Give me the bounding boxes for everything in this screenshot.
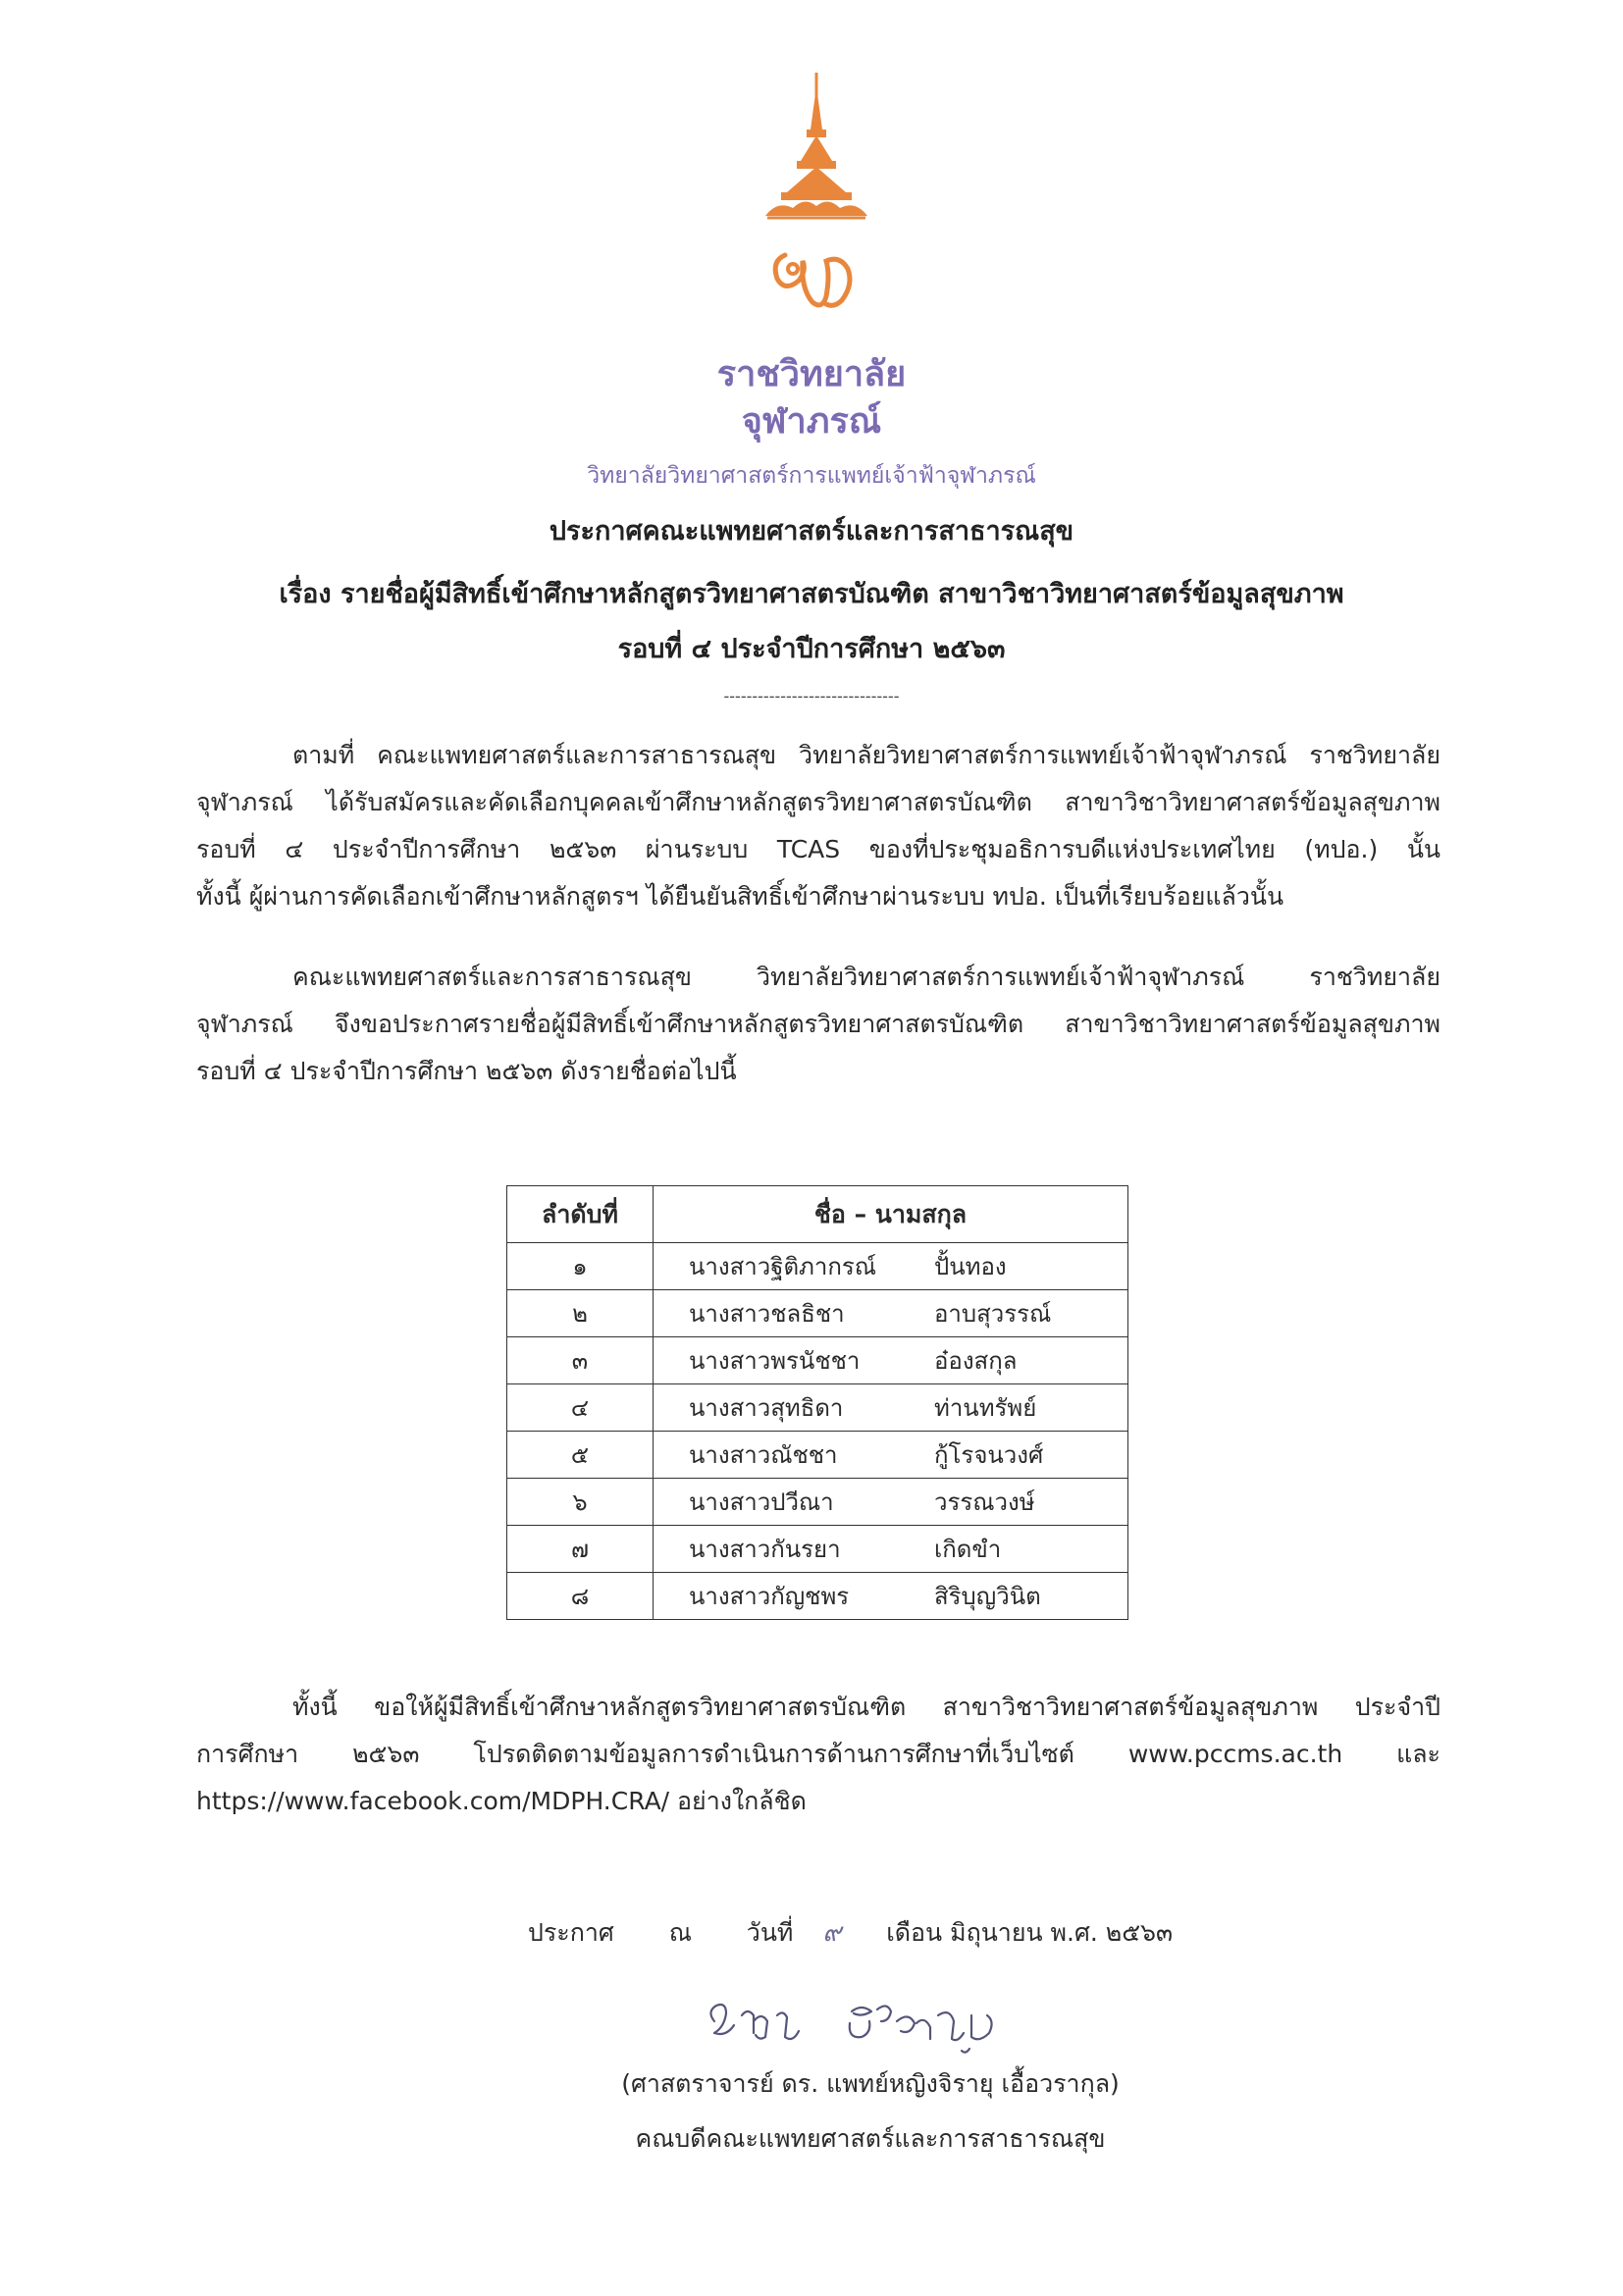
first-name: นางสาวชลธิชา <box>689 1300 845 1328</box>
announce-month: เดือน มิถุนายน พ.ศ. ๒๕๖๓ <box>886 1918 1174 1947</box>
first-name: นางสาวกัญชพร <box>689 1583 850 1610</box>
last-name: กู้โรจนวงศ์ <box>934 1441 1044 1469</box>
paragraph-followup <box>196 1684 1440 1825</box>
paragraph-line: รอบที่ ๔ ประจำปีการศึกษา ๒๕๖๓ ดังรายชื่อต่อไปนี้ <box>196 1057 737 1085</box>
paragraph-announcement <box>196 954 1440 1095</box>
first-name: นางสาวปวีณา <box>689 1488 834 1516</box>
signer-name: (ศาสตราจารย์ ดร. แพทย์หญิงจิรายุ เอื้อวรากุล) <box>621 2069 1120 2098</box>
last-name: ปั้นทอง <box>934 1253 1007 1280</box>
paragraph-line: คณะแพทยศาสตร์และการสาธารณสุข วิทยาลัยวิทยาศาสตร์การแพทย์เจ้าฟ้าจุฬาภรณ์ ราชวิทยาลัย <box>292 963 1440 991</box>
signer-position: คณบดีคณะแพทยศาสตร์และการสาธารณสุข <box>635 2124 1106 2153</box>
last-name: ท่านทรัพย์ <box>934 1394 1037 1422</box>
announcement-title: ประกาศคณะแพทยศาสตร์และการสาธารณสุข <box>549 516 1074 547</box>
row-order-number: ๔ <box>507 1384 654 1432</box>
row-full-name <box>654 1479 1128 1526</box>
first-name: นางสาวพรนัชชา <box>689 1347 861 1375</box>
row-full-name <box>654 1384 1128 1432</box>
table-row <box>507 1573 1128 1620</box>
separator-line: ------------------------------- <box>723 687 900 705</box>
table-row <box>507 1479 1128 1526</box>
header-order-number: ลำดับที่ <box>507 1186 654 1243</box>
announcement-subject: เรื่อง รายชื่อผู้มีสิทธิ์เข้าศึกษาหลักสูตรวิทยาศาสตรบัณฑิต สาขาวิชาวิทยาศาสตร์ข้อมูลสุขภาพ <box>279 579 1344 609</box>
table-row <box>507 1337 1128 1384</box>
table-header-row <box>507 1186 1128 1243</box>
first-name: นางสาวณัชชา <box>689 1441 838 1469</box>
table-row <box>507 1384 1128 1432</box>
row-full-name <box>654 1290 1128 1337</box>
row-order-number: ๘ <box>507 1573 654 1620</box>
table-row <box>507 1432 1128 1479</box>
last-name: สิริบุญวินิต <box>934 1583 1041 1610</box>
handwritten-signature <box>705 1982 1058 2061</box>
row-order-number: ๑ <box>507 1243 654 1290</box>
first-name: นางสาวฐิติภากรณ์ <box>689 1253 877 1280</box>
row-order-number: ๒ <box>507 1290 654 1337</box>
announce-day-label: วันที่ <box>746 1918 794 1947</box>
brand-line-1: ราชวิทยาลัย <box>716 354 907 394</box>
brand-line-2: จุฬาภรณ์ <box>741 401 882 442</box>
announce-date <box>528 1913 1173 1953</box>
table-row <box>507 1290 1128 1337</box>
paragraph-line: ตามที่ คณะแพทยศาสตร์และการสาธารณสุข วิทยาลัยวิทยาศาสตร์การแพทย์เจ้าฟ้าจุฬาภรณ์ ราชวิทยาลัย <box>292 741 1440 769</box>
paragraph-line: จุฬาภรณ์ ได้รับสมัครและคัดเลือกบุคคลเข้าศึกษาหลักสูตรวิทยาศาสตรบัณฑิต สาขาวิชาวิทยาศาสตร์ข้อมูลสุขภาพ <box>196 788 1440 816</box>
table-row <box>507 1526 1128 1573</box>
first-name: นางสาวสุทธิดา <box>689 1394 844 1422</box>
college-logo <box>758 69 875 334</box>
row-order-number: ๕ <box>507 1432 654 1479</box>
row-full-name <box>654 1526 1128 1573</box>
header-full-name: ชื่อ – นามสกุล <box>654 1186 1128 1243</box>
paragraph-line: https://www.facebook.com/MDPH.CRA/ อย่างใกล้ชิด <box>196 1787 807 1815</box>
last-name: เกิดขำ <box>934 1536 1002 1563</box>
row-order-number: ๖ <box>507 1479 654 1526</box>
row-order-number: ๓ <box>507 1337 654 1384</box>
row-full-name <box>654 1573 1128 1620</box>
table-row <box>507 1243 1128 1290</box>
admitted-students-table <box>506 1185 1128 1620</box>
first-name: นางสาวกันรยา <box>689 1536 841 1563</box>
row-full-name <box>654 1337 1128 1384</box>
announce-label: ประกาศ <box>528 1918 614 1947</box>
announce-day-value: ๙ <box>822 1918 842 1948</box>
row-full-name <box>654 1432 1128 1479</box>
paragraph-line: ทั้งนี้ ขอให้ผู้มีสิทธิ์เข้าศึกษาหลักสูตรวิทยาศาสตรบัณฑิต สาขาวิชาวิทยาศาสตร์ข้อมูลสุขภาพ ประจำปี <box>292 1693 1440 1721</box>
paragraph-line: ทั้งนี้ ผู้ผ่านการคัดเลือกเข้าศึกษาหลักสูตรฯ ได้ยืนยันสิทธิ์เข้าศึกษาผ่านระบบ ทปอ. เป็นที่เรียบร้อยแล้วนั้น <box>196 882 1284 911</box>
paragraph-line: จุฬาภรณ์ จึงขอประกาศรายชื่อผู้มีสิทธิ์เข้าศึกษาหลักสูตรวิทยาศาสตรบัณฑิต สาขาวิชาวิทยาศาสตร์ข้อมูลสุขภาพ <box>196 1010 1440 1038</box>
paragraph-line: รอบที่ ๔ ประจำปีการศึกษา ๒๕๖๓ ผ่านระบบ TCAS ของที่ประชุมอธิการบดีแห่งประเทศไทย (ทปอ.) นั้น <box>196 835 1440 863</box>
announcement-round: รอบที่ ๔ ประจำปีการศึกษา ๒๕๖๓ <box>617 634 1006 664</box>
last-name: อ๋องสกุล <box>934 1347 1018 1375</box>
announce-at: ณ <box>668 1918 692 1947</box>
row-full-name <box>654 1243 1128 1290</box>
last-name: อาบสุวรรณ์ <box>934 1300 1052 1328</box>
last-name: วรรณวงษ์ <box>934 1488 1035 1516</box>
paragraph-line: การศึกษา ๒๕๖๓ โปรดติดตามข้อมูลการดำเนินการด้านการศึกษาที่เว็บไซต์ www.pccms.ac.th และ <box>196 1740 1440 1768</box>
paragraph-intro <box>196 732 1440 920</box>
row-order-number: ๗ <box>507 1526 654 1573</box>
brand-subtitle: วิทยาลัยวิทยาศาสตร์การแพทย์เจ้าฟ้าจุฬาภรณ์ <box>587 463 1036 489</box>
